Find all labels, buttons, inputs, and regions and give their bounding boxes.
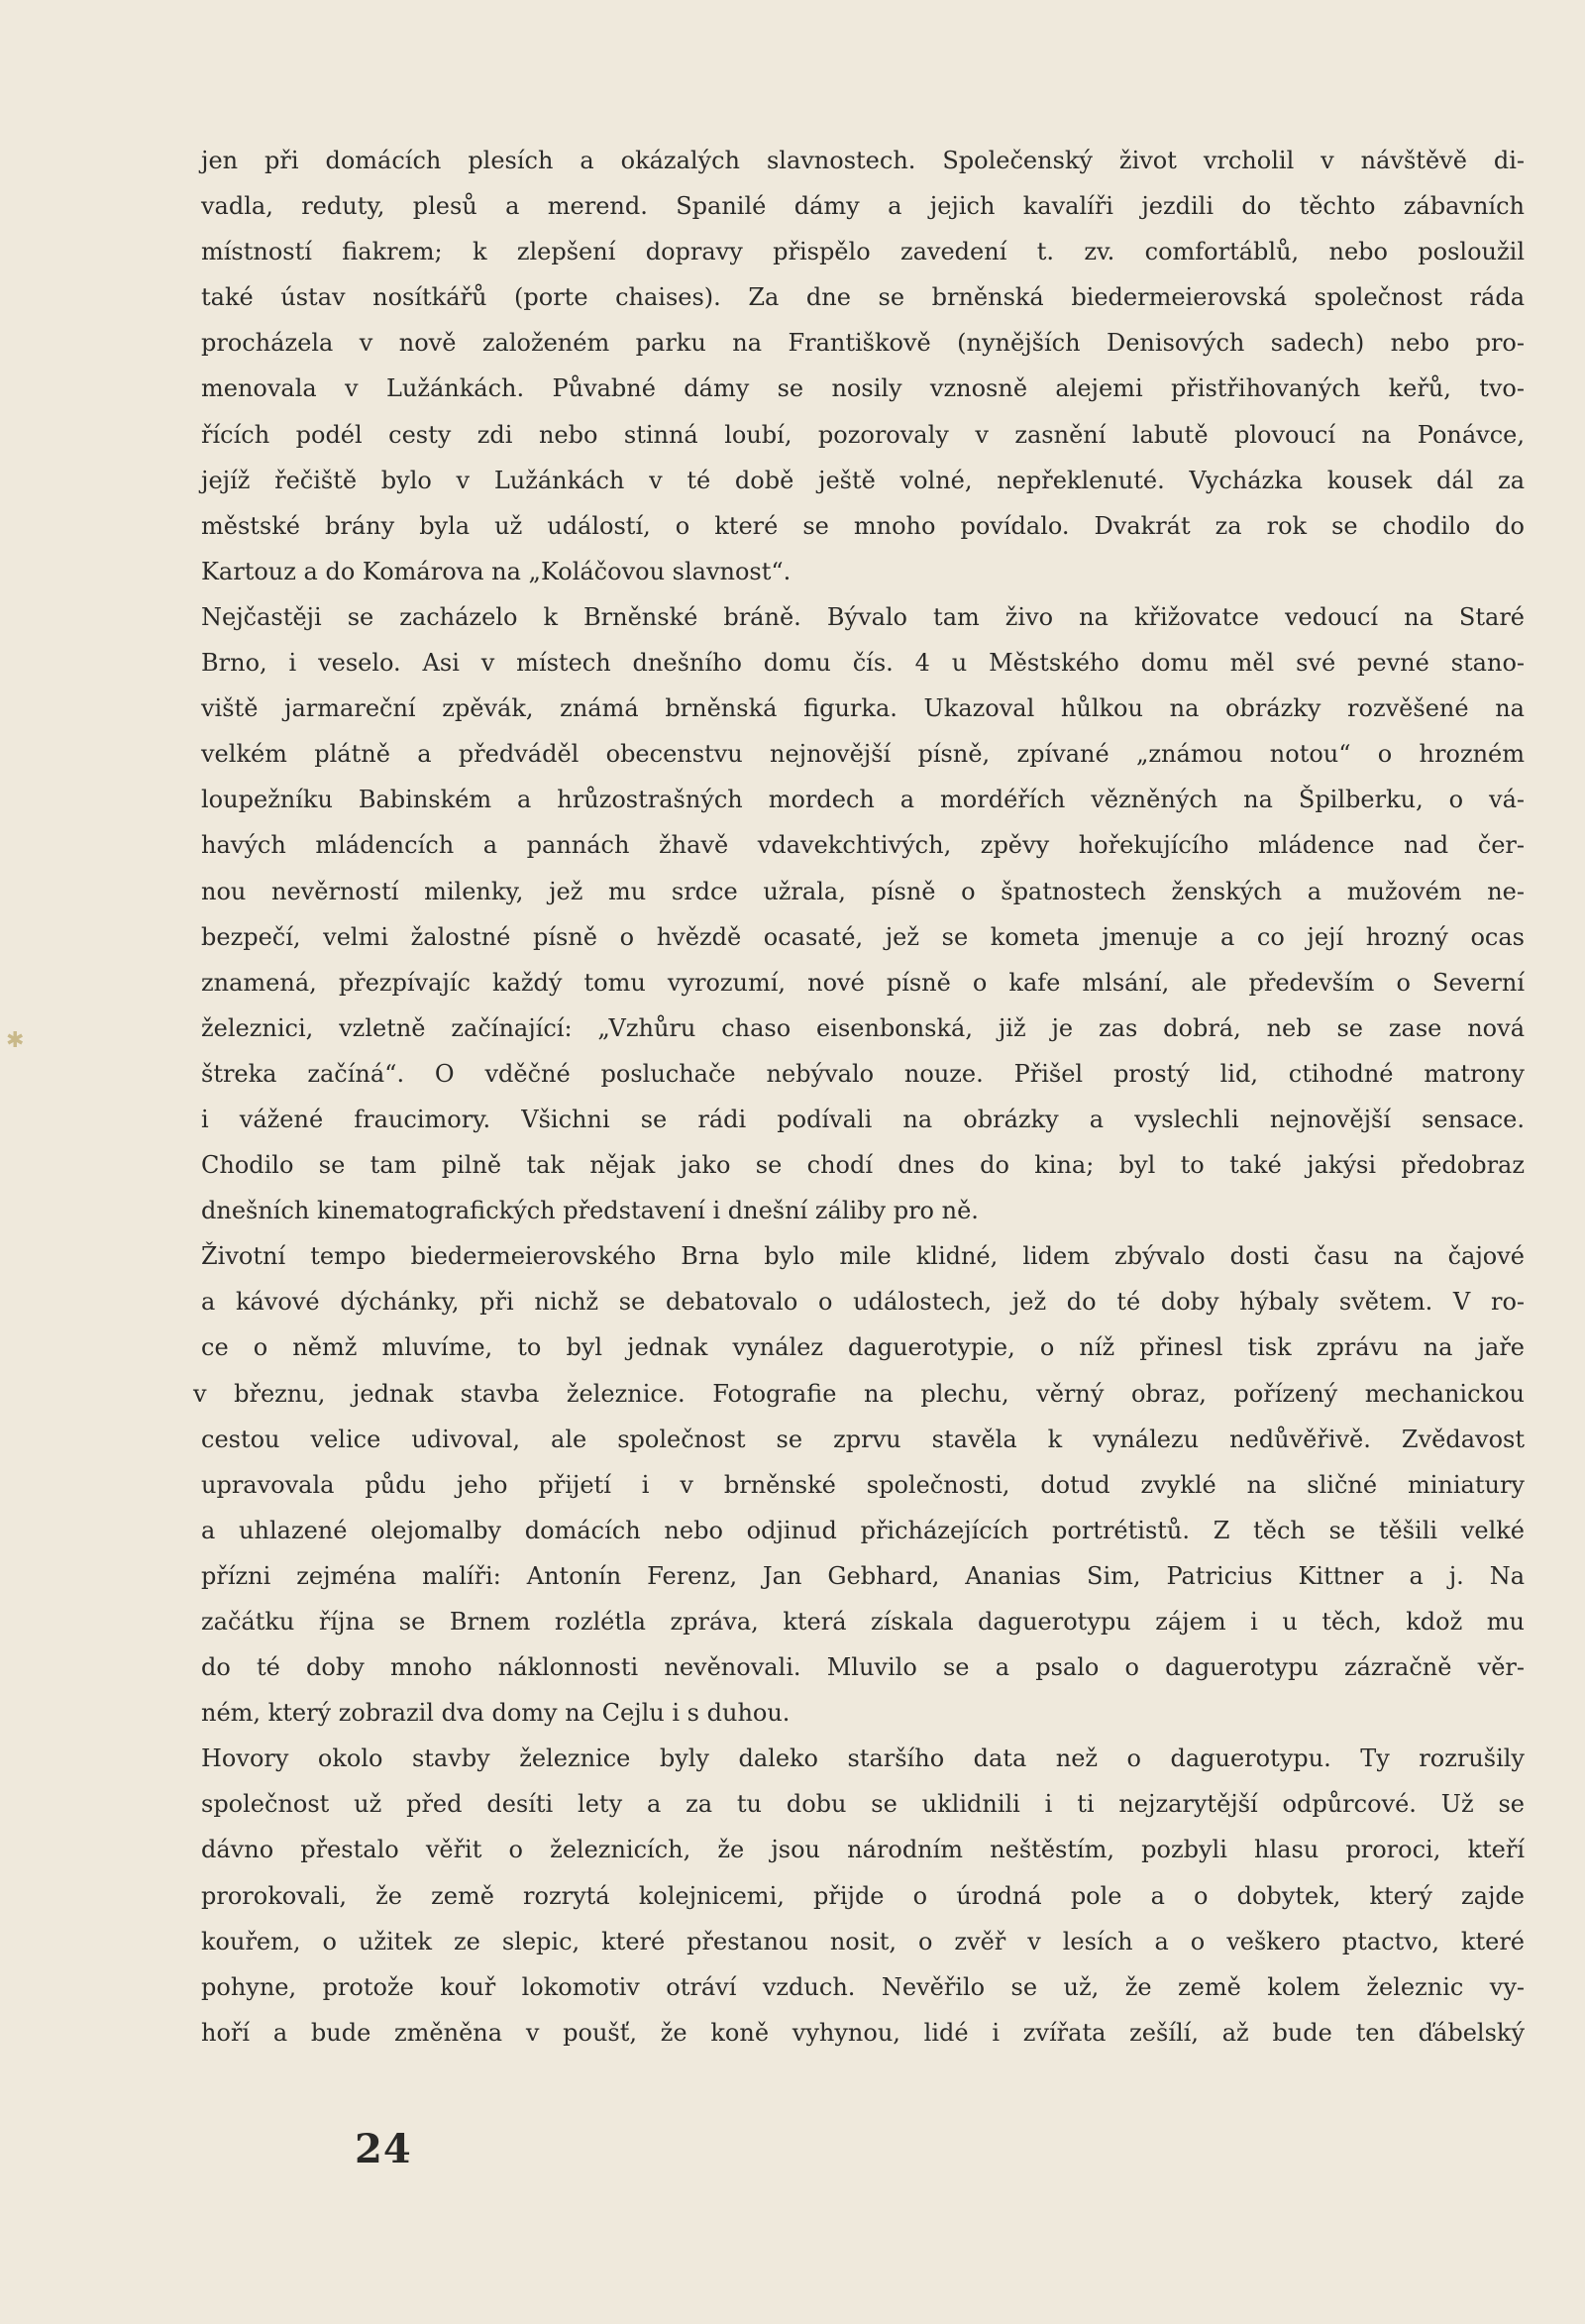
text-line: nou nevěrností milenky, jež mu srdce užrala, písně o špatnostech ženských a mužovém ne- <box>201 877 1525 905</box>
text-line: dnešních kinematografických představení i dnešní záliby pro ně. <box>201 1197 979 1225</box>
text-line: začátku října se Brnem rozlétla zpráva, která získala daguerotypu zájem i u těch, kdož mu <box>201 1608 1525 1636</box>
text-line: hoří a bude změněna v poušť, že koně vyhynou, lidé i zvířata zešílí, až bude ten ďábelský <box>201 2018 1525 2047</box>
text-line: také ústav nosítkářů (porte chaises). Za dne se brněnská biedermeierovská společnost ráda <box>201 283 1525 312</box>
text-line: dávno přestalo věřit o železnicích, že jsou národním neštěstím, pozbyli hlasu proroci, kteří <box>201 1836 1525 1864</box>
text-line: Nejčastěji se zacházelo k Brněnské bráně. Bývalo tam živo na křižovatce vedoucí na Staré <box>201 602 1525 631</box>
text-line: viště jarmareční zpěvák, známá brněnská figurka. Ukazoval hůlkou na obrázky rozvěšené na <box>201 694 1525 723</box>
text-line: upravovala půdu jeho přijetí i v brněnské společnosti, dotud zvyklé na sličné miniatury <box>201 1470 1525 1499</box>
text-line: havých mládencích a pannách žhavě vdavekchtivých, zpěvy hořekujícího mládence nad čer- <box>201 831 1525 860</box>
text-line: i vážené fraucimory. Všichni se rádi podívali na obrázky a vyslechli nejnovější sensace. <box>201 1105 1525 1133</box>
text-line: jen při domácích plesích a okázalých slavnostech. Společenský život vrcholil v návštěvě di- <box>201 147 1525 174</box>
text-line: městské brány byla už událostí, o které se mnoho povídalo. Dvakrát za rok se chodilo do <box>201 511 1525 540</box>
text-line: Chodilo se tam pilně tak nějak jako se chodí dnes do kina; byl to také jakýsi předobraz <box>201 1151 1525 1180</box>
text-line: a kávové dýchánky, při nichž se debatovalo o událostech, jež do té doby hýbaly světem. V ro- <box>201 1288 1525 1317</box>
text-line: pohyne, protože kouř lokomotiv otráví vzduch. Nevěřilo se už, že země kolem železnic vy- <box>201 1972 1525 2001</box>
page-number: 24 <box>355 2126 412 2172</box>
text-line: cestou velice udivoval, ale společnost se zprvu stavěla k vynálezu nedůvěřivě. Zvědavost <box>201 1425 1525 1453</box>
text-line: Brno, i veselo. Asi v místech dnešního domu čís. 4 u Městského domu měl své pevné stano- <box>201 649 1525 678</box>
text-line: a uhlazené olejomalby domácích nebo odjinud přicházejících portrétistů. Z těch se těšili velké <box>201 1516 1525 1544</box>
text-line: štreka začíná“. O vděčné posluchače nebývalo nouze. Přišel prostý lid, ctihodné matrony <box>201 1059 1525 1088</box>
text-line: loupežníku Babinském a hrůzostrašných mordech a mordéřích vězněných na Špilberku, o vá- <box>201 786 1525 814</box>
text-line: procházela v nově založeném parku na Františkově (nynějších Denisových sadech) nebo pro- <box>201 329 1525 358</box>
body-text <box>193 138 1525 2056</box>
text-line: menovala v Lužánkách. Půvabné dámy se nosily vznosně alejemi přistřihovaných keřů, tvo- <box>201 374 1525 403</box>
text-line: železnici, vzletně začínající: „Vzhůru chaso eisenbonská, již je zas dobrá, neb se zase nová <box>201 1013 1525 1042</box>
text-line: vadla, reduty, plesů a merend. Spanilé dámy a jejich kavalíři jezdili do těchto zábavních <box>201 192 1525 221</box>
text-line: společnost už před desíti lety a za tu dobu se uklidnili i ti nejzarytější odpůrcové. Už se <box>201 1790 1525 1819</box>
text-line: bezpečí, velmi žalostné písně o hvězdě ocasaté, jež se kometa jmenuje a co její hrozný ocas <box>201 922 1525 951</box>
text-line: prorokovali, že země rozrytá kolejnicemi, přijde o úrodná pole a o dobytek, který zajde <box>201 1881 1525 1910</box>
text-line: ném, který zobrazil dva domy na Cejlu i s duhou. <box>201 1699 791 1728</box>
text-line: Životní tempo biedermeierovského Brna bylo mile klidné, lidem zbývalo dosti času na čajové <box>201 1242 1525 1271</box>
text-line: v březnu, jednak stavba železnice. Fotografie na plechu, věrný obraz, pořízený mechanickou <box>193 1379 1525 1408</box>
text-line: místností fiakrem; k zlepšení dopravy přispělo zavedení t. zv. comfortáblů, nebo posloužil <box>201 238 1525 266</box>
text-line: kouřem, o užitek ze slepic, které přestanou nosit, o zvěř v lesích a o veškero ptactvo, které <box>201 1927 1525 1955</box>
text-line: velkém plátně a předváděl obecenstvu nejnovější písně, zpívané „známou notou“ o hrozném <box>201 740 1525 769</box>
margin-smudge: ✱ <box>6 1028 25 1053</box>
text-line: ce o němž mluvíme, to byl jednak vynález daguerotypie, o níž přinesl tisk zprávu na jaře <box>201 1333 1525 1362</box>
text-line: znamená, přezpívajíc každý tomu vyrozumí, nové písně o kafe mlsání, ale především o Severní <box>201 968 1525 997</box>
text-line: přízni zejména malíři: Antonín Ferenz, Jan Gebhard, Ananias Sim, Patricius Kittner a j. Na <box>201 1561 1525 1590</box>
text-line: Hovory okolo stavby železnice byly daleko staršího data než o daguerotypu. Ty rozrušily <box>201 1744 1525 1773</box>
text-line: řících podél cesty zdi nebo stinná loubí, pozorovaly v zasnění labutě plovoucí na Ponávce, <box>201 420 1525 449</box>
text-line: jejíž řečiště bylo v Lužánkách v té době ještě volné, nepřeklenuté. Vycházka kousek dál za <box>201 466 1525 494</box>
text-line: Kartouz a do Komárova na „Koláčovou slavnost“. <box>201 557 792 585</box>
text-line: do té doby mnoho náklonnosti nevěnovali. Mluvilo se a psalo o daguerotypu zázračně věr- <box>201 1653 1525 1682</box>
